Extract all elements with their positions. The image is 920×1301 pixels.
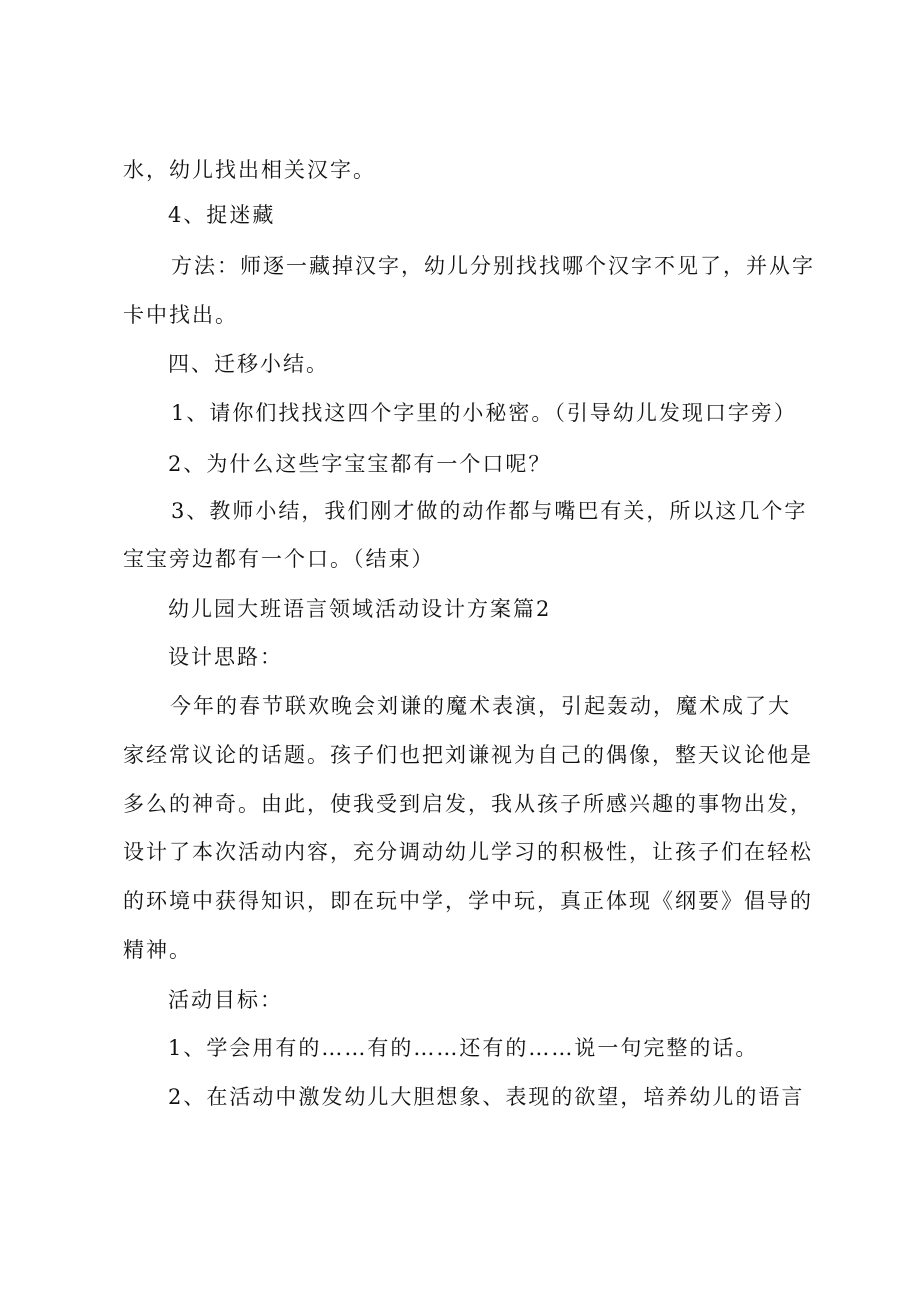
list-item-heading: 4、捉迷藏: [168, 203, 276, 227]
text-line: 今年的春节联欢晚会刘谦的魔术表演，引起轰动，魔术成了大: [170, 694, 791, 718]
text-line: 宝宝旁边都有一个口。（结束）: [123, 547, 435, 571]
text-line: 的环境中获得知识，即在玩中学，学中玩，真正体现《纲要》倡导的: [123, 889, 813, 913]
text-line: 精神。: [123, 938, 192, 962]
list-item: 3、教师小结，我们刚才做的动作都与嘴巴有关，所以这几个字: [171, 499, 808, 523]
text-line: 卡中找出。: [123, 303, 238, 327]
text-line: 设计了本次活动内容，充分调动幼儿学习的积极性，让孩子们在轻松: [123, 840, 813, 864]
section-heading: 设计思路：: [168, 645, 283, 669]
text-line: 方法：师逐一藏掉汉字，幼儿分别找找哪个汉字不见了，并从字: [171, 254, 815, 278]
section-heading: 四、迁移小结。: [168, 352, 329, 376]
list-item: 1、请你们找找这四个字里的小秘密。（引导幼儿发现口字旁）: [171, 401, 797, 425]
list-item: 2、在活动中激发幼儿大胆想象、表现的欲望，培养幼儿的语言: [168, 1085, 805, 1109]
section-heading: 活动目标：: [168, 988, 283, 1012]
text-line: 水，幼儿找出相关汉字。: [123, 158, 376, 182]
list-item: 2、为什么这些字宝宝都有一个口呢？: [168, 452, 552, 476]
list-item: 1、学会用有的……有的……还有的……说一句完整的话。: [168, 1036, 759, 1060]
text-line: 家经常议论的话题。孩子们也把刘谦视为自己的偶像，整天议论他是: [123, 743, 813, 767]
section-title: 幼儿园大班语言领域活动设计方案篇2: [168, 597, 552, 621]
text-line: 多么的神奇。由此，使我受到启发，我从孩子所感兴趣的事物出发，: [123, 792, 813, 816]
